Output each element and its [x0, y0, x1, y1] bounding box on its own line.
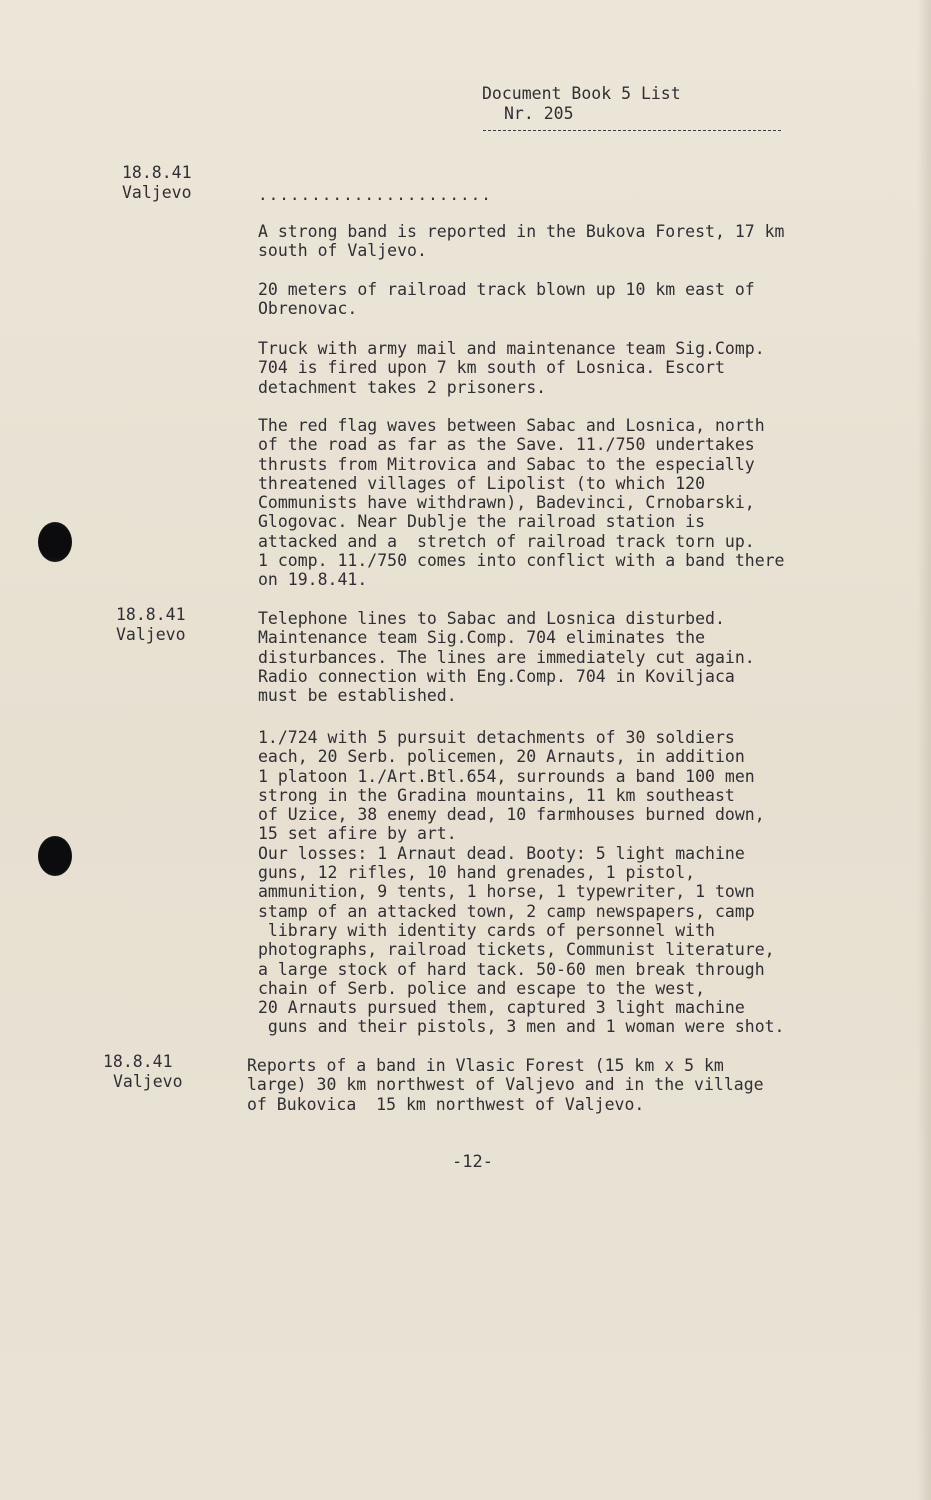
entry-place: Valjevo	[122, 183, 192, 202]
header-title: Document Book 5 List	[482, 84, 681, 103]
document-header	[482, 84, 681, 124]
entry-date: 18.8.41	[103, 1052, 173, 1071]
paragraph-bukova: A strong band is reported in the Bukova Forest, 17 km south of Valjevo.	[258, 222, 785, 261]
entry-place: Valjevo	[116, 625, 186, 644]
entry-date-3	[103, 1052, 183, 1092]
paragraph-red-flag: The red flag waves between Sabac and Losnica, north of the road as far as the Save. 11./750 undertakes thrusts from Mitrovica and Sabac to the especially threatened villages of Lipolist (to which 120 Communists have withdrawn), Badevinci, Crnobarski, Glogovac. Near Dublje the railroad station is attacked and a stretch of railroad track torn up. 1 comp. 11./750 comes into conflict with a band there on 19.8.41.	[258, 416, 785, 590]
ellipsis-line: ......................	[258, 185, 492, 204]
punch-hole-bottom	[38, 836, 72, 876]
entry-place: Valjevo	[113, 1072, 183, 1091]
entry-date-2	[116, 605, 186, 645]
paragraph-vlasic: Reports of a band in Vlasic Forest (15 km x 5 km large) 30 km northwest of Valjevo and in the village of Bukovica 15 km northwest of Valjevo.	[247, 1056, 764, 1114]
paragraph-pursuit: 1./724 with 5 pursuit detachments of 30 soldiers each, 20 Serb. policemen, 20 Arnauts, in addition 1 platoon 1./Art.Btl.654, surrounds a band 100 men strong in the Gradina mountains, 11 km southeast of Uzice, 38 enemy dead, 10 farmhouses burned down, 15 set afire by art. Our losses: 1 Arnaut dead. Booty: 5 light machine guns, 12 rifles, 10 hand grenades, 1 pistol, ammunition, 9 tents, 1 horse, 1 typewriter, 1 town stamp of an attacked town, 2 camp newspapers, camp library with identity cards of personnel with photographs, railroad tickets, Communist literature, a large stock of hard tack. 50-60 men break through chain of Serb. police and escape to the west, 20 Arnauts pursued them, captured 3 light machine guns and their pistols, 3 men and 1 woman were shot.	[258, 728, 785, 1037]
entry-date: 18.8.41	[116, 605, 186, 624]
entry-date: 18.8.41	[122, 163, 192, 182]
paragraph-truck: Truck with army mail and maintenance team Sig.Comp. 704 is fired upon 7 km south of Losnica. Escort detachment takes 2 prisoners.	[258, 339, 765, 397]
paragraph-railroad: 20 meters of railroad track blown up 10 km east of Obrenovac.	[258, 280, 755, 319]
entry-date-1	[122, 163, 192, 203]
paragraph-telephone: Telephone lines to Sabac and Losnica disturbed. Maintenance team Sig.Comp. 704 eliminates the disturbances. The lines are immediately cut again. Radio connection with Eng.Comp. 704 in Koviljaca must be established.	[258, 609, 755, 706]
header-rule	[483, 130, 781, 131]
page-number: -12-	[452, 1152, 493, 1172]
punch-hole-top	[38, 522, 72, 562]
page-edge-shadow	[917, 0, 931, 1500]
header-number: Nr. 205	[504, 104, 574, 123]
